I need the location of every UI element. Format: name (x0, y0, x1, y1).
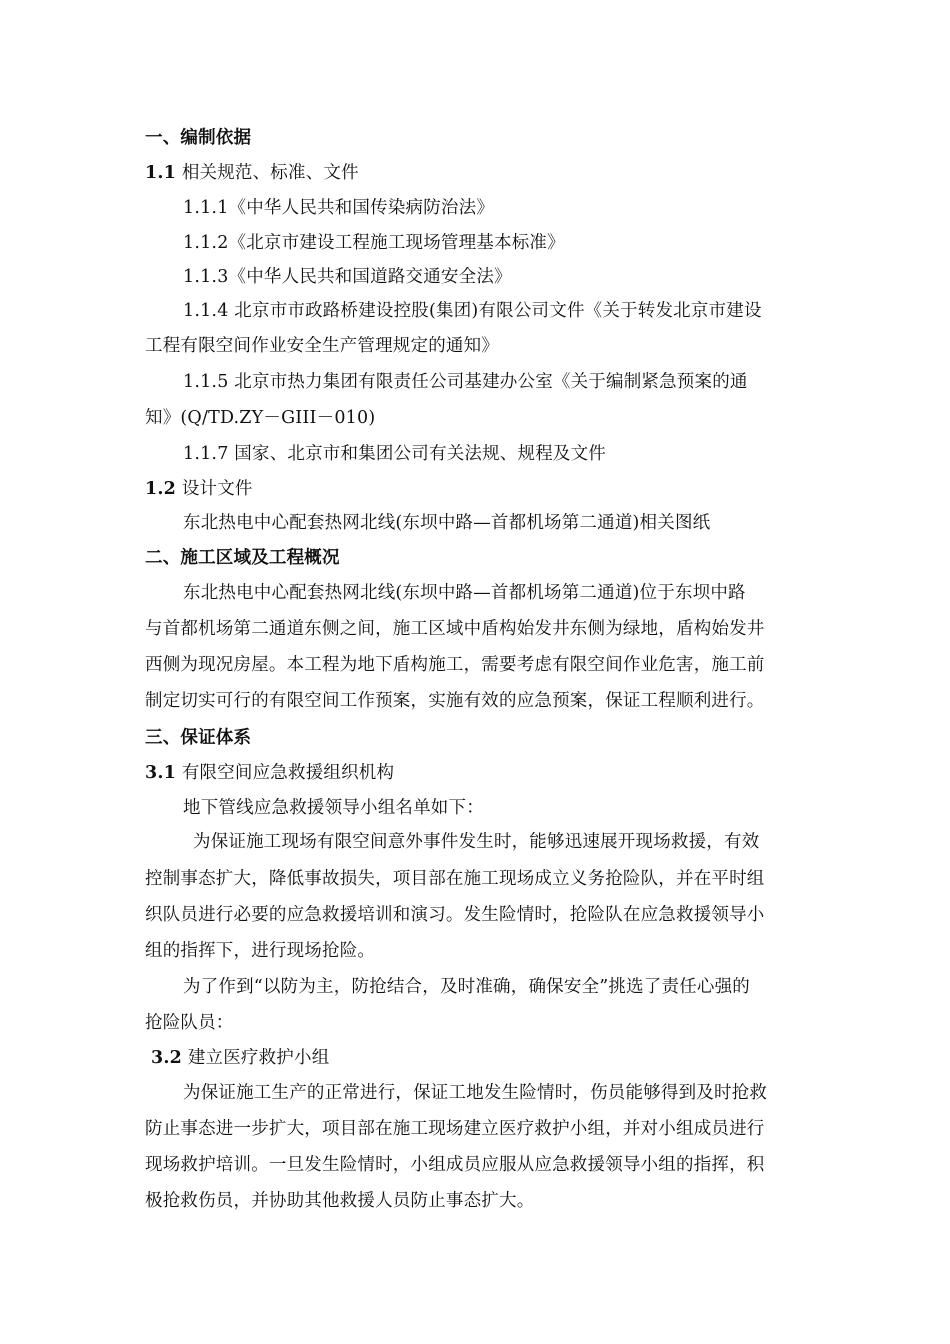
leader-list-text: 地下管线应急救援领导小组名单如下： (183, 798, 484, 818)
item-1-1-5-line1: 1.1.5 北京市热力集团有限责任公司基建办公室《关于编制紧急预案的通 (183, 372, 748, 392)
subheading-1-1 (145, 161, 810, 185)
subheading-title: 设计文件 (181, 479, 253, 499)
rescue-line-2: 控制事态扩大，降低事故损失，项目部在施工现场成立义务抢险队，并在平时组 (145, 869, 765, 889)
heading-section-1: 一、编制依据 (145, 128, 252, 148)
item-1-1-2: 1.1.2《北京市建设工程施工现场管理基本标准》 (183, 233, 565, 253)
design-doc-text: 东北热电中心配套热网北线(东坝中路—首都机场第二通道)相关图纸 (183, 513, 711, 533)
subheading-3-1 (145, 761, 810, 785)
overview-line-1: 东北热电中心配套热网北线(东坝中路—首都机场第二通道)位于东坝中路 (183, 583, 746, 603)
item-1-1-1: 1.1.1《中华人民共和国传染病防治法》 (183, 198, 495, 218)
item-1-1-4-line2: 工程有限空间作业安全生产管理规定的通知》 (145, 336, 499, 356)
subheading-number: 3.2 (151, 1048, 183, 1068)
subheading-3-2 (151, 1046, 816, 1070)
rescue-line-3: 织队员进行必要的应急救援培训和演习。发生险情时，抢险队在应急救援领导小 (145, 905, 765, 925)
overview-line-3: 西侧为现况房屋。本工程为地下盾构施工，需要考虑有限空间作业危害，施工前 (145, 655, 765, 675)
overview-line-4: 制定切实可行的有限空间工作预案，实施有效的应急预案，保证工程顺利进行。 (145, 691, 765, 711)
motto-line-1: 为了作到“以防为主，防抢结合，及时准确，确保安全”挑选了责任心强的 (183, 977, 750, 997)
subheading-number: 1.2 (145, 479, 177, 499)
subheading-title: 建立医疗救护小组 (187, 1048, 330, 1068)
rescue-line-4: 组的指挥下，进行现场抢险。 (145, 941, 376, 961)
subheading-title: 相关规范、标准、文件 (181, 163, 359, 183)
subheading-number: 3.1 (145, 763, 177, 783)
heading-section-2: 二、施工区域及工程概况 (145, 548, 340, 568)
subheading-title: 有限空间应急救援组织机构 (181, 763, 395, 783)
subheading-number: 1.1 (145, 163, 177, 183)
medical-line-2: 防止事态进一步扩大，项目部在施工现场建立医疗救护小组，并对小组成员进行 (145, 1119, 765, 1139)
item-1-1-3: 1.1.3《中华人民共和国道路交通安全法》 (183, 267, 512, 287)
item-1-1-5-line2: 知》(Q/TD.ZY－GIII－010) (145, 408, 376, 428)
heading-section-3: 三、保证体系 (145, 728, 252, 748)
item-1-1-4-line1: 1.1.4 北京市市政路桥建设控股(集团)有限公司文件《关于转发北京市建设 (183, 301, 762, 321)
subheading-1-2 (145, 477, 810, 501)
medical-line-3: 现场救护培训。一旦发生险情时，小组成员应服从应急救援领导小组的指挥，积 (145, 1155, 765, 1175)
overview-line-2: 与首都机场第二通道东侧之间，施工区域中盾构始发井东侧为绿地，盾构始发井 (145, 619, 765, 639)
motto-line-2: 抢险队员： (145, 1013, 234, 1033)
rescue-line-1: 为保证施工现场有限空间意外事件发生时，能够迅速展开现场救援，有效 (193, 832, 760, 852)
item-1-1-7: 1.1.7 国家、北京市和集团公司有关法规、规程及文件 (183, 444, 606, 464)
medical-line-1: 为保证施工生产的正常进行，保证工地发生险情时，伤员能够得到及时抢救 (183, 1083, 768, 1103)
medical-line-4: 极抢救伤员，并协助其他救援人员防止事态扩大。 (145, 1191, 535, 1211)
